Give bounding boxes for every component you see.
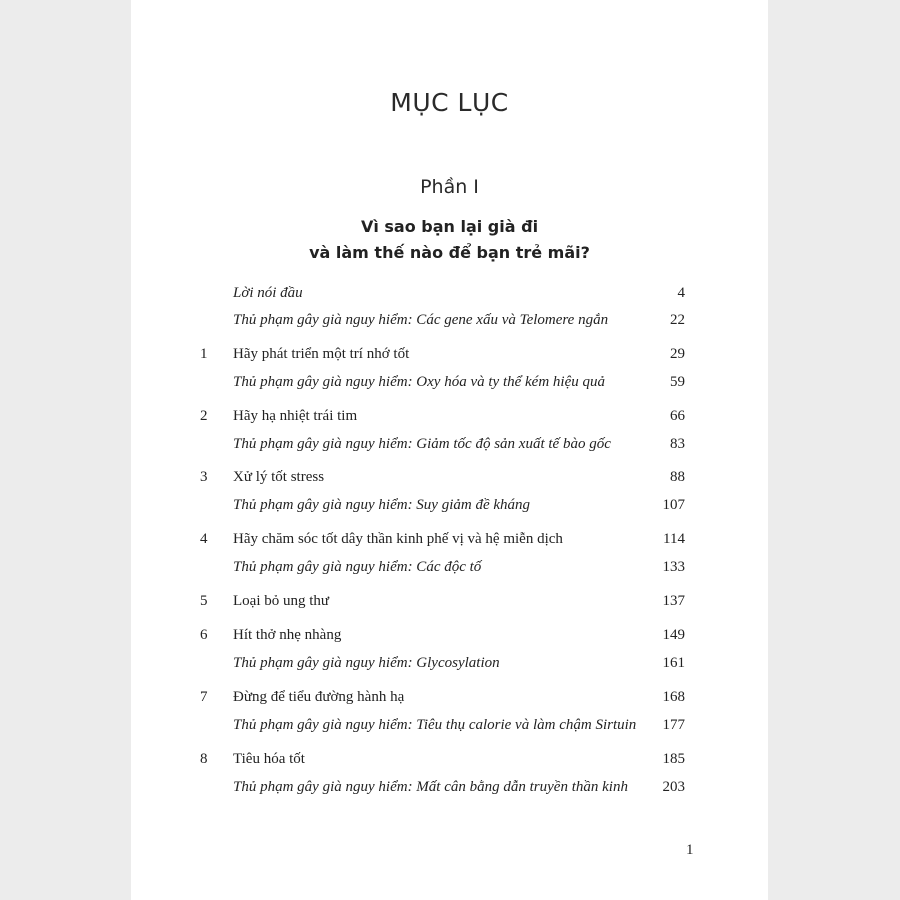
entry-title: Thủ phạm gây già nguy hiểm: Các gene xấu và Telomere ngắn bbox=[233, 312, 609, 328]
entry-page: 149 bbox=[662, 627, 685, 643]
entry-page: 114 bbox=[663, 531, 685, 547]
footer-page-number: 1 bbox=[686, 842, 694, 858]
toc-entry bbox=[131, 717, 768, 739]
entry-page: 88 bbox=[670, 469, 685, 485]
entry-page: 29 bbox=[670, 346, 685, 362]
entry-page: 137 bbox=[662, 593, 685, 609]
entry-title: Thủ phạm gây già nguy hiểm: Giảm tốc độ sản xuất tế bào gốc bbox=[233, 436, 611, 452]
chapter-number: 6 bbox=[200, 627, 208, 643]
toc-entry bbox=[131, 312, 768, 334]
toc-entry bbox=[131, 285, 768, 307]
entry-page: 161 bbox=[662, 655, 685, 671]
entry-page: 203 bbox=[662, 779, 685, 795]
toc-entry bbox=[131, 497, 768, 519]
chapter-number: 1 bbox=[200, 346, 208, 362]
chapter-number: 2 bbox=[200, 408, 208, 424]
chapter-number: 4 bbox=[200, 531, 208, 547]
chapter-number: 7 bbox=[200, 689, 208, 705]
book-page bbox=[131, 0, 768, 900]
entry-page: 168 bbox=[662, 689, 685, 705]
entry-title: Lời nói đầu bbox=[233, 285, 303, 301]
toc-entry bbox=[131, 593, 768, 615]
entry-page: 133 bbox=[662, 559, 685, 575]
toc-entry bbox=[131, 408, 768, 430]
entry-title: Thủ phạm gây già nguy hiểm: Glycosylation bbox=[233, 655, 500, 671]
toc-entry bbox=[131, 689, 768, 711]
entry-title: Thủ phạm gây già nguy hiểm: Oxy hóa và ty thể kém hiệu quả bbox=[233, 374, 605, 390]
chapter-number: 8 bbox=[200, 751, 208, 767]
toc-entry bbox=[131, 346, 768, 368]
entry-title: Xử lý tốt stress bbox=[233, 469, 325, 485]
entry-page: 185 bbox=[662, 751, 685, 767]
part-heading-line-2: và làm thế nào để bạn trẻ mãi? bbox=[309, 243, 590, 262]
toc-entry bbox=[131, 436, 768, 458]
entry-page: 66 bbox=[670, 408, 685, 424]
toc-entry bbox=[131, 531, 768, 553]
entry-title: Hít thở nhẹ nhàng bbox=[233, 627, 342, 643]
toc-entry bbox=[131, 751, 768, 773]
toc-entry bbox=[131, 655, 768, 677]
entry-page: 59 bbox=[670, 374, 685, 390]
entry-page: 177 bbox=[662, 717, 685, 733]
toc-title: MỤC LỤC bbox=[390, 88, 509, 117]
entry-page: 4 bbox=[677, 285, 685, 301]
part-label: Phần I bbox=[420, 176, 479, 198]
entry-title: Hãy hạ nhiệt trái tim bbox=[233, 408, 358, 424]
toc-entry bbox=[131, 779, 768, 801]
entry-page: 22 bbox=[670, 312, 685, 328]
toc-entry bbox=[131, 627, 768, 649]
entry-title: Thủ phạm gây già nguy hiểm: Các độc tố bbox=[233, 559, 482, 575]
toc-entry bbox=[131, 374, 768, 396]
toc-entry bbox=[131, 469, 768, 491]
entry-title: Thủ phạm gây già nguy hiểm: Suy giảm đề kháng bbox=[233, 497, 531, 513]
entry-page: 83 bbox=[670, 436, 685, 452]
part-heading-line-1: Vì sao bạn lại già đi bbox=[360, 217, 539, 236]
chapter-number: 5 bbox=[200, 593, 208, 609]
entry-title: Hãy phát triển một trí nhớ tốt bbox=[233, 346, 410, 362]
entry-title: Đừng để tiểu đường hành hạ bbox=[233, 689, 405, 705]
entry-title: Tiêu hóa tốt bbox=[233, 751, 305, 767]
entry-title: Thủ phạm gây già nguy hiểm: Mất cân bằng dẫn truyền thần kinh bbox=[233, 779, 628, 795]
entry-page: 107 bbox=[662, 497, 685, 513]
chapter-number: 3 bbox=[200, 469, 208, 485]
entry-title: Thủ phạm gây già nguy hiểm: Tiêu thụ calorie và làm chậm Sirtuin bbox=[233, 717, 637, 733]
entry-title: Loại bỏ ung thư bbox=[233, 593, 330, 609]
entry-title: Hãy chăm sóc tốt dây thần kinh phế vị và hệ miễn dịch bbox=[233, 531, 563, 547]
toc-entry bbox=[131, 559, 768, 581]
